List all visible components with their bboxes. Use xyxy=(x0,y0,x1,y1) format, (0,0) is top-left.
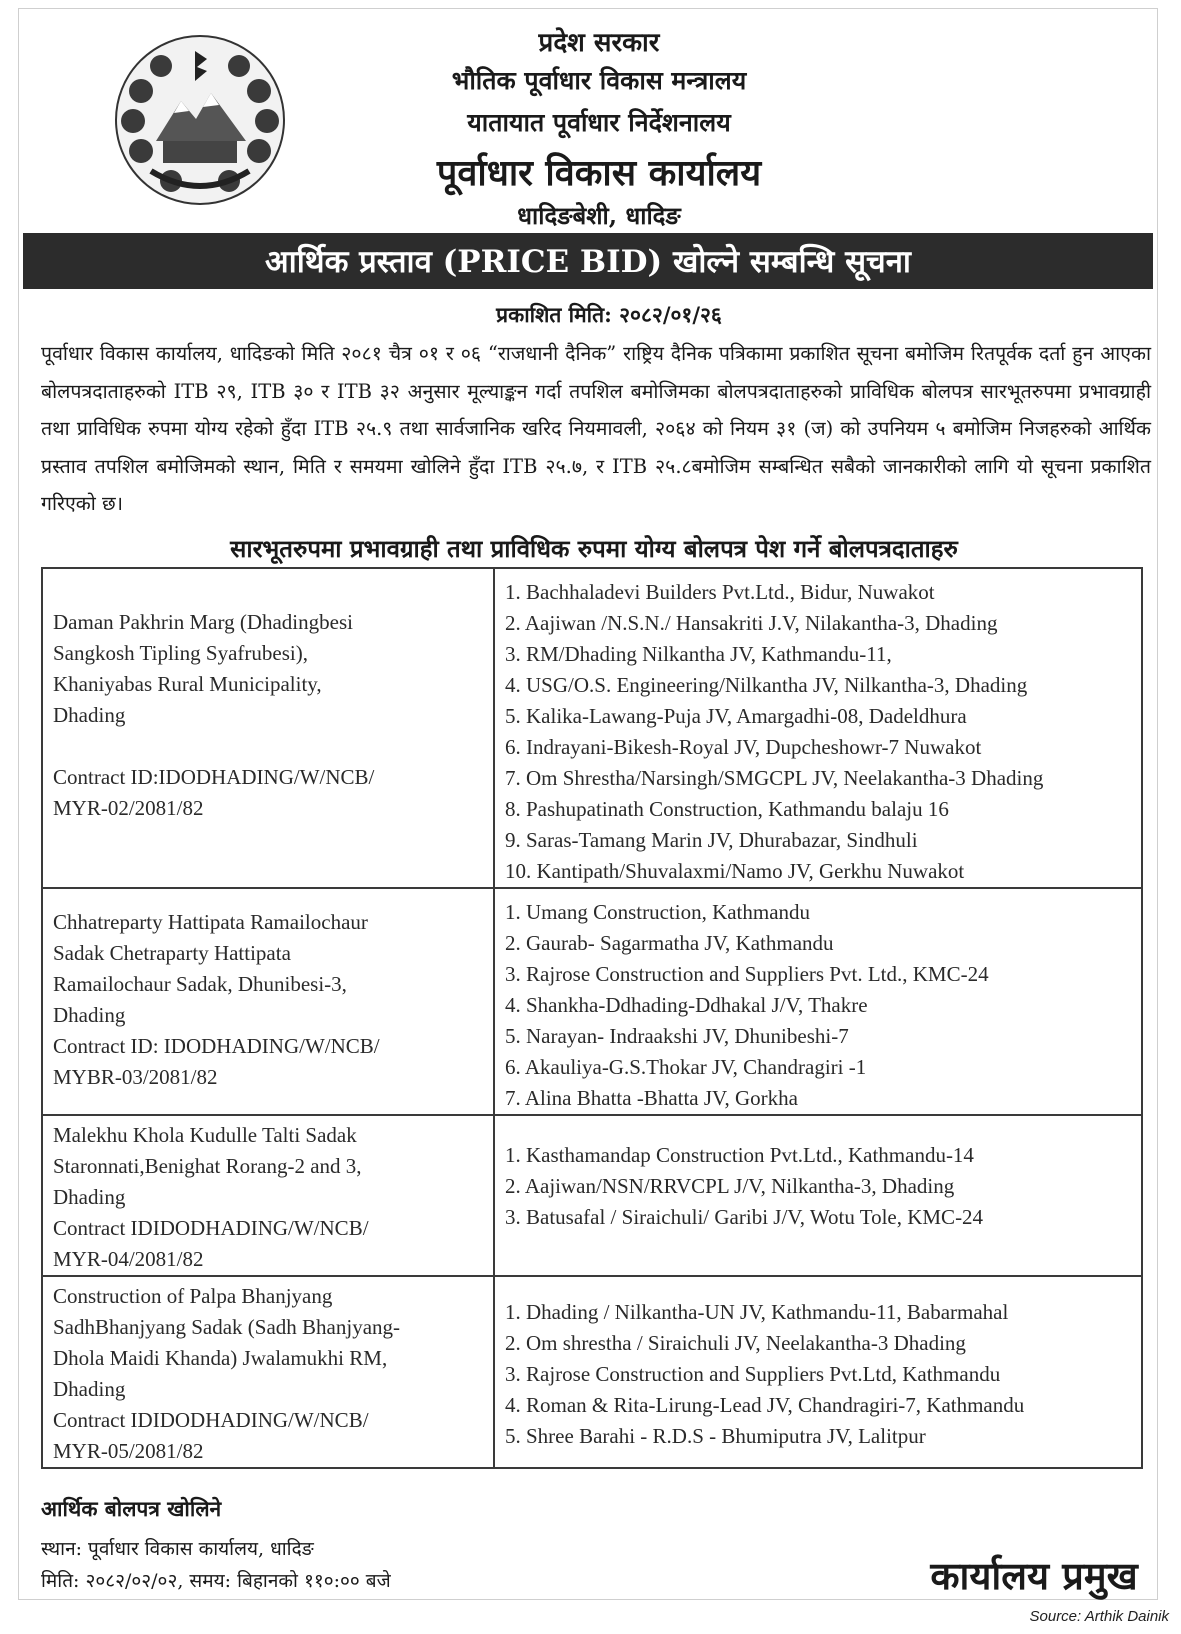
bidder-item: 5. Kalika-Lawang-Puja JV, Amargadhi-08, Dadeldhura xyxy=(505,704,967,728)
bidders-cell xyxy=(494,568,1142,888)
table-row xyxy=(42,1276,1142,1468)
project-cell xyxy=(42,568,494,888)
project-cell xyxy=(42,888,494,1115)
section-title: सारभूतरुपमा प्रभावग्राही तथा प्राविधिक रुपमा योग्य बोलपत्र पेश गर्ने बोलपत्रदाताहरु xyxy=(230,534,958,563)
bidder-item: 1. Umang Construction, Kathmandu xyxy=(505,900,811,924)
contract-id-line: Contract ID: IDODHADING/W/NCB/ xyxy=(53,1034,380,1058)
project-name-line: Khaniyabas Rural Municipality, xyxy=(53,672,322,696)
bidder-item: 5. Narayan- Indraakshi JV, Dhunibeshi-7 xyxy=(505,1024,849,1048)
bidders-table xyxy=(41,567,1143,1469)
table-row xyxy=(42,568,1142,888)
government-emblem-icon xyxy=(111,31,289,209)
contract-id-line: Contract IDIDODHADING/W/NCB/ xyxy=(53,1216,369,1240)
project-name-line: Malekhu Khola Kudulle Talti Sadak xyxy=(53,1123,357,1147)
project-name-line: Staronnati,Benighat Rorang-2 and 3, xyxy=(53,1154,362,1178)
project-name-line: Dhola Maidi Khanda) Jwalamukhi RM, xyxy=(53,1346,388,1370)
opening-heading: आर्थिक बोलपत्र खोलिने xyxy=(41,1496,222,1521)
bidder-item: 4. Roman & Rita-Lirung-Lead JV, Chandragiri-7, Kathmandu xyxy=(505,1393,1025,1417)
project-name-line: Dhading xyxy=(53,1377,126,1401)
project-name-line: Dhading xyxy=(53,703,126,727)
project-name-line: Ramailochaur Sadak, Dhunibesi-3, xyxy=(53,972,347,996)
bidder-item: 4. USG/O.S. Engineering/Nilkantha JV, Nilkantha-3, Dhading xyxy=(505,673,1028,697)
bidder-item: 6. Indrayani-Bikesh-Royal JV, Dupcheshowr-7 Nuwakot xyxy=(505,735,982,759)
opening-place: स्थान: पूर्वाधार विकास कार्यालय, धादिङ xyxy=(41,1538,314,1560)
contract-id-line: Contract ID:IDODHADING/W/NCB/ xyxy=(53,765,375,789)
contract-id-line: MYR-05/2081/82 xyxy=(53,1439,204,1463)
bidder-item: 6. Akauliya-G.S.Thokar JV, Chandragiri -1 xyxy=(505,1055,867,1079)
bidder-item: 2. Aajiwan/NSN/RRVCPL J/V, Nilkantha-3, Dhading xyxy=(505,1174,955,1198)
notice-body: पूर्वाधार विकास कार्यालय, धादिङको मिति २०८१ चैत्र ०१ र ०६ “राजधानी दैनिक” राष्ट्रिय दैनिक पत्रिकामा प्रकाशित सूचना बमोजिम रितपूर्वक दर्ता हुन आएका बोलपत्रदाताहरुको ITB २९, ITB ३० र ITB ३२ अनुसार मूल्याङ्कन गर्दा तपशिल बमोजिमका बोलपत्रदाताहरुको प्राविधिक बोलपत्र सारभूतरुपमा प्रभावग्राही तथा प्राविधिक रुपमा योग्य रहेको हुँदा ITB २५.९ तथा सार्वजानिक खरिद नियमावली, २०६४ को नियम ३१ (ज) को उपनियम ५ बमोजिम निजहरुको आर्थिक प्रस्ताव तपशिल बमोजिमको स्थान, मिति र समयमा खोलिने हुँदा ITB २५.७, र ITB २५.८बमोजिम सम्बन्धित सबैको जानकारीको लागि यो सूचना प्रकाशित गरिएको छ। xyxy=(41,342,1151,515)
project-name-line: SadhBhanjyang Sadak (Sadh Bhanjyang- xyxy=(53,1315,401,1339)
project-cell xyxy=(42,1276,494,1468)
contract-id-line: MYR-04/2081/82 xyxy=(53,1247,204,1271)
header-line-1: प्रदेश सरकार xyxy=(538,28,660,58)
published-date: प्रकाशित मिति: २०८२/०१/२६ xyxy=(496,302,722,327)
bidder-item: 3. RM/Dhading Nilkantha JV, Kathmandu-11, xyxy=(505,642,892,666)
bidders-cell xyxy=(494,1276,1142,1468)
bidder-item: 7. Alina Bhatta -Bhatta JV, Gorkha xyxy=(505,1086,798,1110)
bidders-cell xyxy=(494,1115,1142,1276)
bidder-item: 1. Kasthamandap Construction Pvt.Ltd., Kathmandu-14 xyxy=(505,1143,974,1167)
bidder-item: 8. Pashupatinath Construction, Kathmandu balaju 16 xyxy=(505,797,949,821)
project-name-line: Sangkosh Tipling Syafrubesi), xyxy=(53,641,308,665)
tender-notice xyxy=(18,8,1158,1600)
bidder-item: 1. Bachhaladevi Builders Pvt.Ltd., Bidur, Nuwakot xyxy=(505,580,935,604)
project-name-line: Sadak Chetraparty Hattipata xyxy=(53,941,291,965)
header-line-3: यातायात पूर्वाधार निर्देशनालय xyxy=(467,108,731,137)
bidder-item: 1. Dhading / Nilkantha-UN JV, Kathmandu-11, Babarmahal xyxy=(505,1300,1009,1324)
contract-id-line: MYR-02/2081/82 xyxy=(53,796,204,820)
bidder-item: 4. Shankha-Ddhading-Ddhakal J/V, Thakre xyxy=(505,993,868,1017)
contract-id-line: Contract IDIDODHADING/W/NCB/ xyxy=(53,1408,369,1432)
bidder-item: 3. Rajrose Construction and Suppliers Pvt.Ltd, Kathmandu xyxy=(505,1362,1001,1386)
bidders-cell xyxy=(494,888,1142,1115)
bidder-item: 5. Shree Barahi - R.D.S - Bhumiputra JV, Lalitpur xyxy=(505,1424,926,1448)
project-name-line: Chhatreparty Hattipata Ramailochaur xyxy=(53,910,368,934)
project-cell xyxy=(42,1115,494,1276)
bidder-item: 2. Aajiwan /N.S.N./ Hansakriti J.V, Nilakantha-3, Dhading xyxy=(505,611,998,635)
bidder-item: 7. Om Shrestha/Narsingh/SMGCPL JV, Neelakantha-3 Dhading xyxy=(505,766,1044,790)
opening-datetime: मिति: २०८२/०२/०२, समय: बिहानको ११०:०० बजे xyxy=(41,1570,391,1592)
bidder-item: 2. Gaurab- Sagarmatha JV, Kathmandu xyxy=(505,931,834,955)
project-name-line: Construction of Palpa Bhanjyang xyxy=(53,1284,333,1308)
bidder-item: 2. Om shrestha / Siraichuli JV, Neelakantha-3 Dhading xyxy=(505,1331,966,1355)
bidder-item: 10. Kantipath/Shuvalaxmi/Namo JV, Gerkhu Nuwakot xyxy=(505,859,965,883)
project-name-line: Dhading xyxy=(53,1003,126,1027)
table-row xyxy=(42,888,1142,1115)
bidder-item: 3. Rajrose Construction and Suppliers Pvt. Ltd., KMC-24 xyxy=(505,962,989,986)
header-line-2: भौतिक पूर्वाधार विकास मन्त्रालय xyxy=(451,66,747,95)
bidder-item: 9. Saras-Tamang Marin JV, Dhurabazar, Sindhuli xyxy=(505,828,918,852)
source-credit: Source: Arthik Dainik xyxy=(1029,1608,1169,1625)
contract-id-line: MYBR-03/2081/82 xyxy=(53,1065,218,1089)
office-name: पूर्वाधार विकास कार्यालय xyxy=(436,152,762,194)
notice-title-banner xyxy=(23,233,1153,289)
project-name-line: Dhading xyxy=(53,1185,126,1209)
office-location: धादिङबेशी, धादिङ xyxy=(517,201,681,230)
bidder-item: 3. Batusafal / Siraichuli/ Garibi J/V, Wotu Tole, KMC-24 xyxy=(505,1205,984,1229)
project-name-line: Daman Pakhrin Marg (Dhadingbesi xyxy=(53,610,353,634)
signatory: कार्यालय प्रमुख xyxy=(930,1553,1138,1598)
notice-title: आर्थिक प्रस्ताव (PRICE BID) खोल्ने सम्बन्धि सूचना xyxy=(265,244,911,280)
table-row xyxy=(42,1115,1142,1276)
